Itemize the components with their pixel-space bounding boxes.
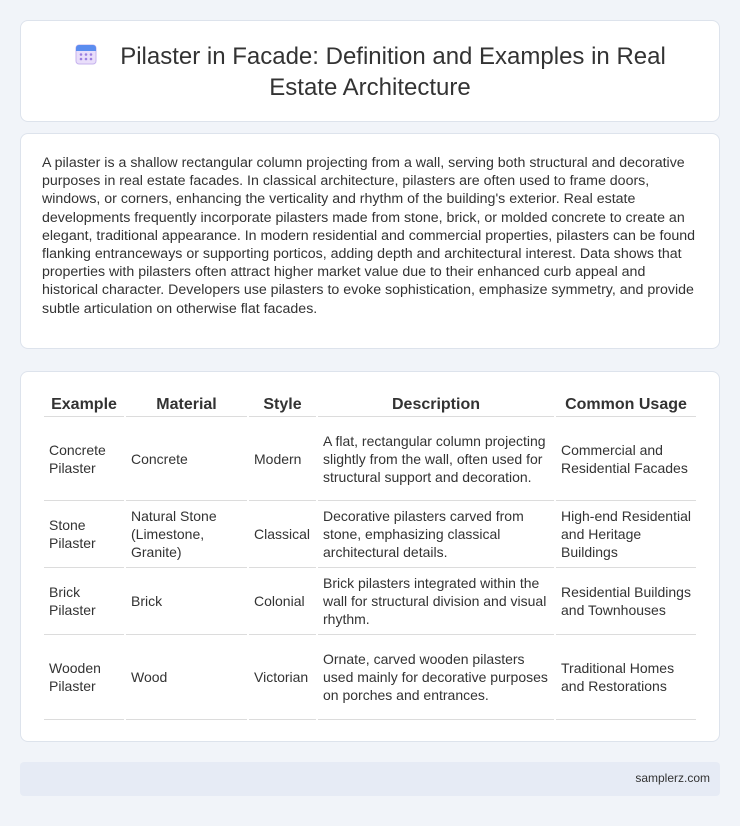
cell-usage: Traditional Homes and Restorations bbox=[556, 635, 696, 720]
intro-paragraph: A pilaster is a shallow rectangular column projecting from a wall, serving both structural and decorative purposes in real estate facades. In classical architecture, pilasters are often used to frame doors, windows, or corners, enhancing the verticality and rhythm of the building's exterior. Real estate developments frequently incorporate pilasters made from stone, brick, or molded concrete to create an elegant, traditional appearance. In modern residential and commercial properties, pilasters can be found flanking entranceways or supporting porticos, adding depth and architectural interest. Data shows that properties with pilasters often attract higher market value due to their enhanced curb appeal and historical character. Developers use pilasters to evoke sophistication, emphasize symmetry, and provide subtle articulation on otherwise flat facades. bbox=[42, 155, 696, 317]
title-card bbox=[20, 20, 720, 122]
cell-example: Stone Pilaster bbox=[44, 501, 124, 568]
cell-example: Wooden Pilaster bbox=[44, 635, 124, 720]
cell-style: Modern bbox=[249, 417, 316, 501]
table-row bbox=[44, 635, 696, 720]
header-common-usage: Common Usage bbox=[556, 390, 696, 417]
cell-material: Natural Stone (Limestone, Granite) bbox=[126, 501, 247, 568]
cell-description: A flat, rectangular column projecting slightly from the wall, often used for structural support and decoration. bbox=[318, 417, 554, 501]
cell-description: Ornate, carved wooden pilasters used mainly for decorative purposes on porches and entrances. bbox=[318, 635, 554, 720]
page-title-text: Pilaster in Facade: Definition and Examples in Real Estate Architecture bbox=[120, 43, 666, 101]
header-style: Style bbox=[249, 390, 316, 417]
cell-example: Brick Pilaster bbox=[44, 568, 124, 635]
footer bbox=[20, 762, 720, 796]
pilaster-table bbox=[42, 390, 698, 720]
footer-site-link[interactable]: samplerz.com bbox=[635, 771, 710, 785]
table-header-row bbox=[44, 390, 696, 417]
cell-description: Decorative pilasters carved from stone, emphasizing classical architectural details. bbox=[318, 501, 554, 568]
table-row bbox=[44, 417, 696, 501]
cell-material: Brick bbox=[126, 568, 247, 635]
header-material: Material bbox=[126, 390, 247, 417]
cell-usage: Residential Buildings and Townhouses bbox=[556, 568, 696, 635]
cell-example: Concrete Pilaster bbox=[44, 417, 124, 501]
page-title bbox=[21, 41, 719, 103]
intro-card bbox=[20, 133, 720, 349]
header-description: Description bbox=[318, 390, 554, 417]
cell-usage: Commercial and Residential Facades bbox=[556, 417, 696, 501]
cell-material: Wood bbox=[126, 635, 247, 720]
header-example: Example bbox=[44, 390, 124, 417]
cell-description: Brick pilasters integrated within the wall for structural division and visual rhythm. bbox=[318, 568, 554, 635]
cell-style: Classical bbox=[249, 501, 316, 568]
table-card bbox=[20, 371, 720, 742]
table-row bbox=[44, 501, 696, 568]
cell-style: Victorian bbox=[249, 635, 316, 720]
cell-material: Concrete bbox=[126, 417, 247, 501]
calendar-icon bbox=[74, 42, 98, 66]
table-row bbox=[44, 568, 696, 635]
cell-usage: High-end Residential and Heritage Buildings bbox=[556, 501, 696, 568]
cell-style: Colonial bbox=[249, 568, 316, 635]
